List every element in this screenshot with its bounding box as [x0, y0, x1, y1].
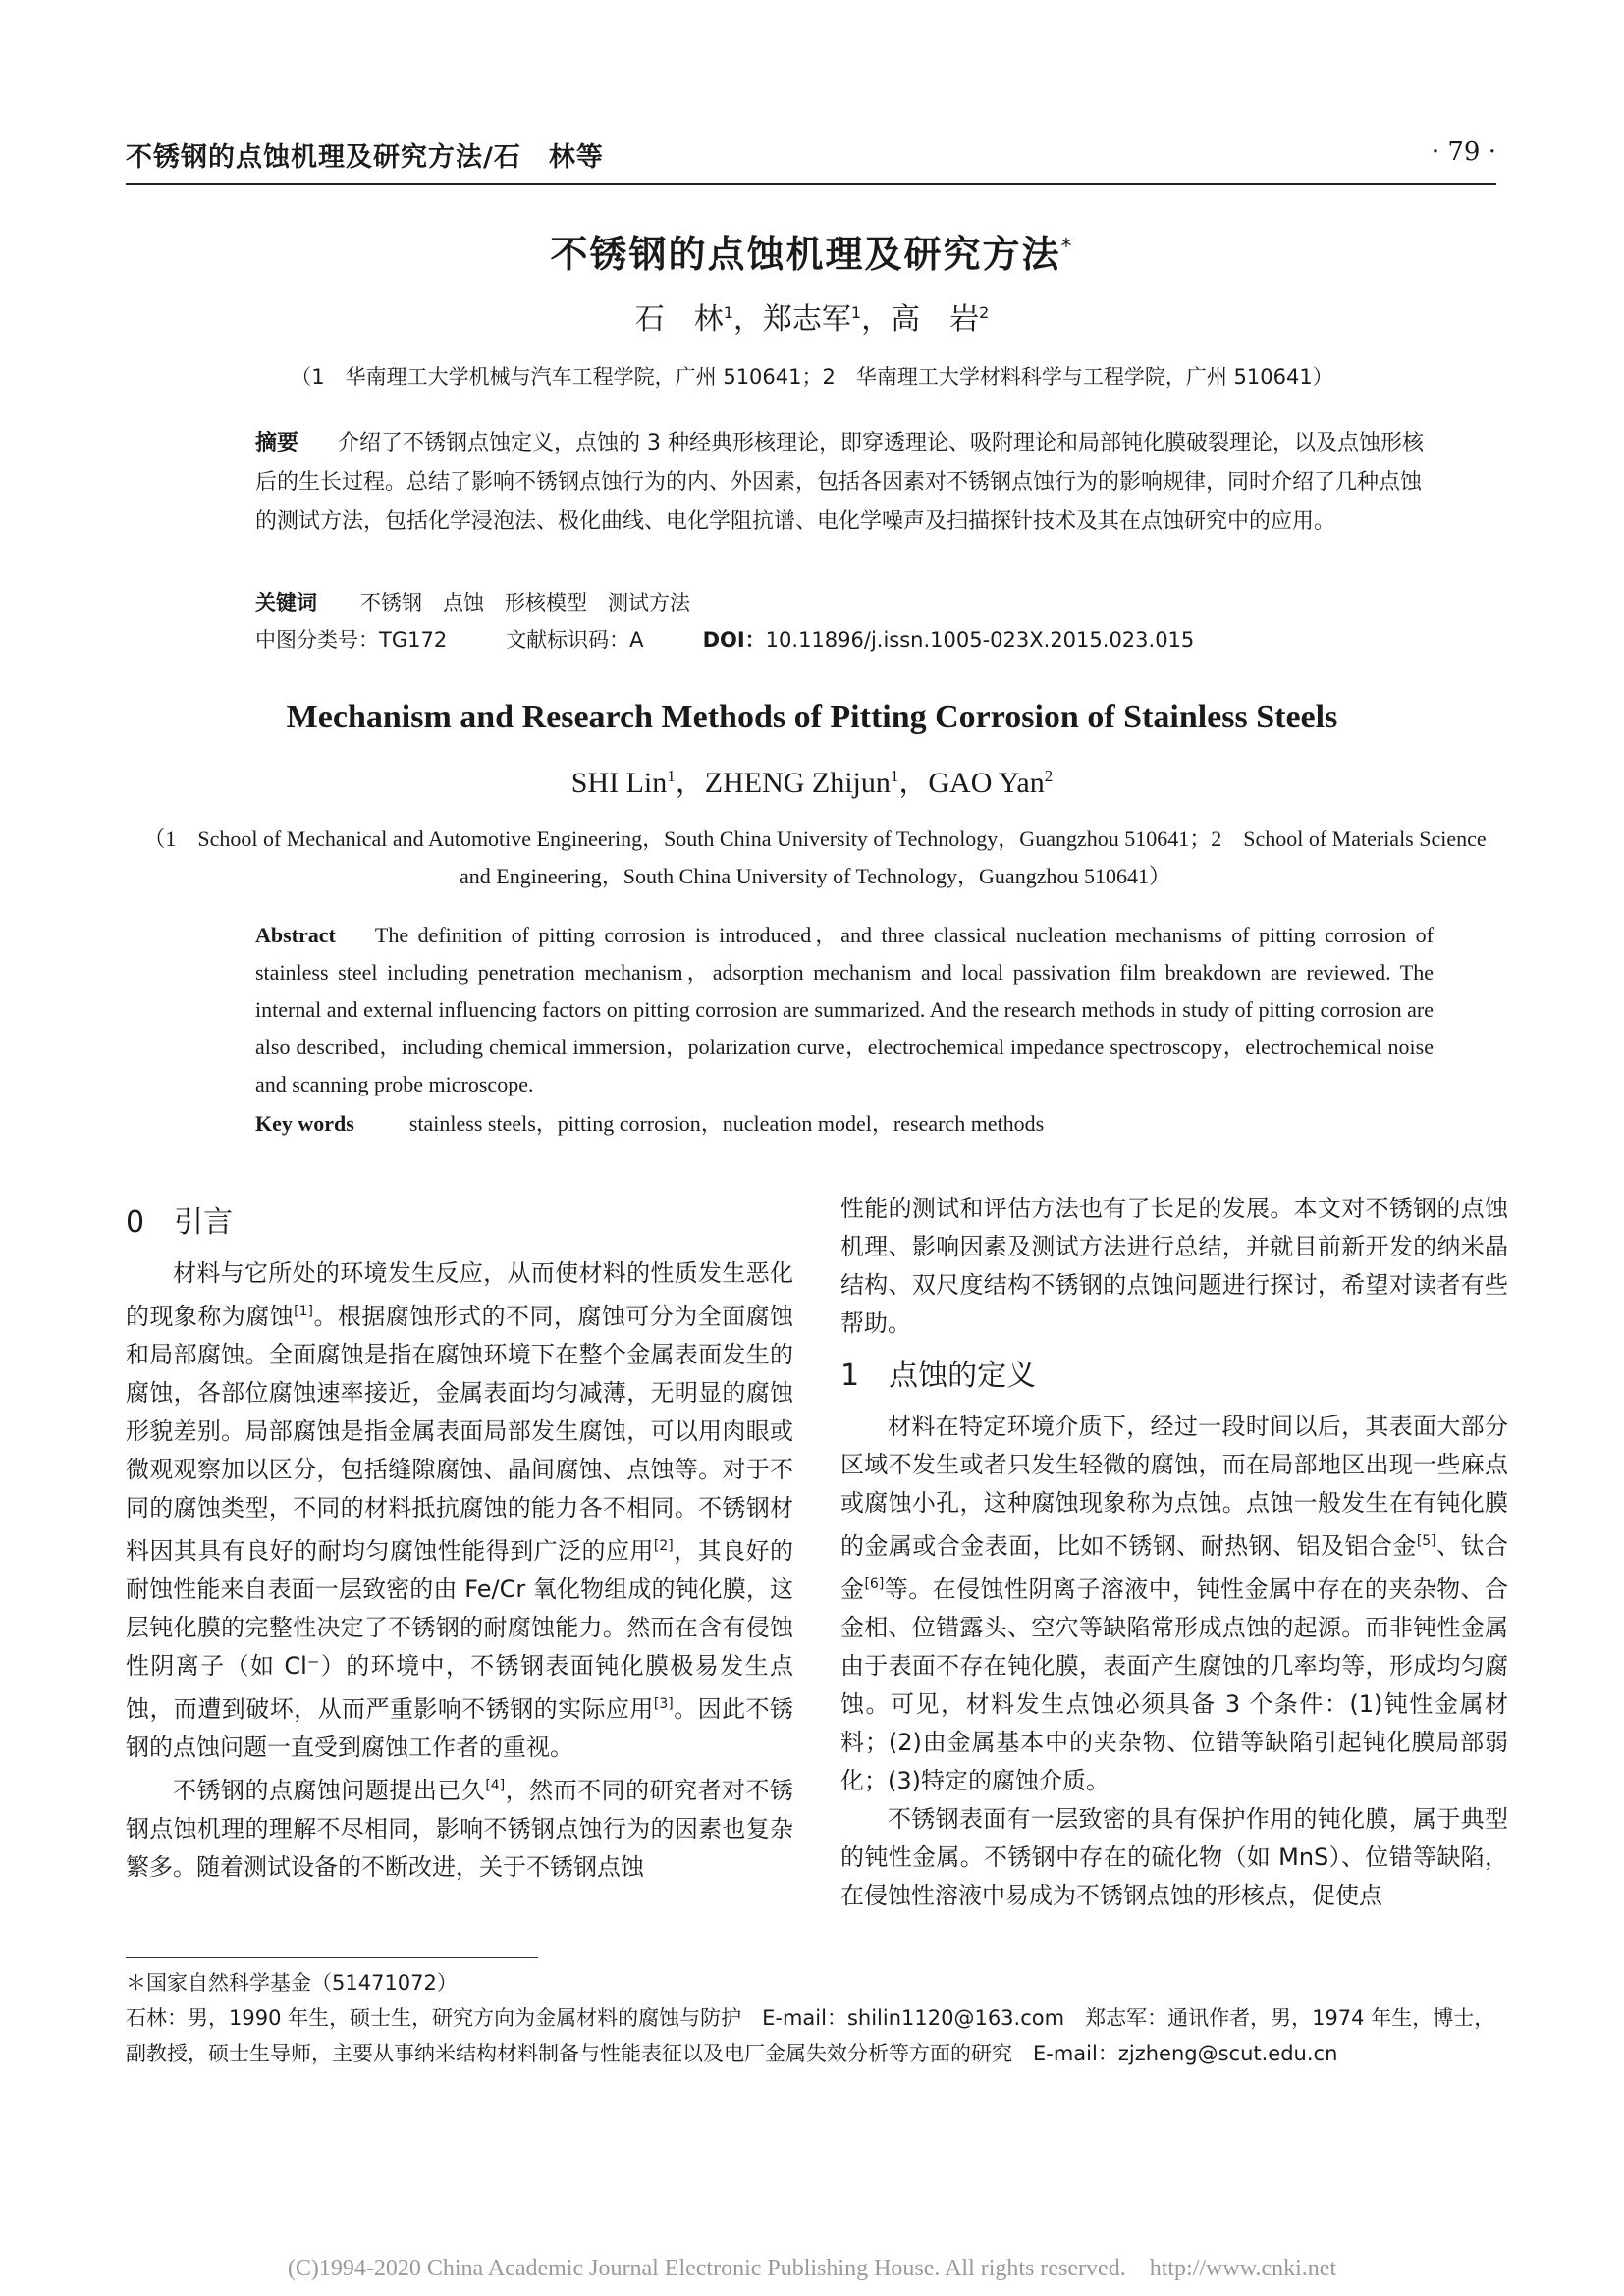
- citation[interactable]: [1]: [294, 1304, 313, 1319]
- abstract-label-cn: 摘要: [255, 431, 299, 455]
- running-title: 不锈钢的点蚀机理及研究方法/石 林等: [126, 142, 604, 173]
- body-left-column: [126, 1194, 793, 1887]
- affiliation-english: （1 School of Mechanical and Automotive Engineering，South China University of Technology，Guangzhou 510641；2 School of Materials Science and Engineering，South China University of Technology，Guangzhou 510641）: [143, 827, 1487, 888]
- fund-footnote: ＊国家自然科学基金（51471072）: [126, 1971, 458, 1995]
- page-number: · 79 ·: [1431, 137, 1496, 167]
- section-0-paragraph-3: 性能的测试和评估方法也有了长足的发展。本文对不锈钢的点蚀机理、影响因素及测试方法进行总结，并就目前新开发的纳米晶结构、双尺度结构不锈钢的点蚀问题进行探讨，希望对读者有些帮助。: [840, 1195, 1508, 1337]
- document-code: 文献标识码：A: [506, 628, 644, 652]
- keywords-chinese: 关键词 不锈钢 点蚀 形核模型 测试方法: [255, 591, 690, 614]
- clc-number: 中图分类号：TG172: [255, 628, 448, 652]
- section-1-paragraph-1: 材料在特定环境介质下，经过一段时间以后，其表面大部分区域不发生或者只发生轻微的腐蚀，而在局部地区出现一些麻点或腐蚀小孔，这种腐蚀现象称为点蚀。点蚀一般发生在有钝化膜的金属或合金表面，比如不锈钢、耐热钢、铝及铝合金[5]、钛合金[6]等。在侵蚀性阴离子溶液中，钝性金属中存在的夹杂物、合金相、位错露头、空穴等缺陷常形成点蚀的起源。而非钝性金属由于表面不存在钝化膜，表面产生腐蚀的几率均等，形成均匀腐蚀。可见，材料发生点蚀必须具备 3 个条件：(1)钝性金属材料；(2)由金属基本中的夹杂物、位错等缺陷引起钝化膜局部弱化；(3)特定的腐蚀介质。: [840, 1413, 1509, 1794]
- title-english: Mechanism and Research Methods of Pitting Corrosion of Stainless Steels: [286, 699, 1338, 735]
- section-0-heading: 0 引言: [126, 1205, 234, 1240]
- footnotes: [126, 1965, 1510, 2071]
- section-0-paragraph-1: 材料与它所处的环境发生反应，从而使材料的性质发生恶化的现象称为腐蚀[1]。根据腐蚀形式的不同，腐蚀可分为全面腐蚀和局部腐蚀。全面腐蚀是指在腐蚀环境下在整个金属表面发生的腐蚀，各部位腐蚀速率接近，金属表面均匀减薄，无明显的腐蚀形貌差别。局部腐蚀是指金属表面局部发生腐蚀，可以用肉眼或微观观察加以区分，包括缝隙腐蚀、晶间腐蚀、点蚀等。对于不同的腐蚀类型，不同的材料抵抗腐蚀的能力各不相同。不锈钢材料因其具有良好的耐均匀腐蚀性能得到广泛的应用[2]，其良好的耐蚀性能来自表面一层致密的由 Fe/Cr 氧化物组成的钝化膜，这层钝化膜的完整性决定了不锈钢的耐腐蚀能力。然而在含有侵蚀性阴离子（如 Cl⁻）的环境中，不锈钢表面钝化膜极易发生点蚀，而遭到破坏，从而严重影响不锈钢的实际应用[3]。因此不锈钢的点蚀问题一直受到腐蚀工作者的重视。: [126, 1259, 794, 1761]
- section-1-paragraph-2: 不锈钢表面有一层致密的具有保护作用的钝化膜，属于典型的钝性金属。不锈钢中存在的硫化物（如 MnS）、位错等缺陷，在侵蚀性溶液中易成为不锈钢点蚀的形核点，促使点: [840, 1805, 1508, 1909]
- citation[interactable]: [3]: [653, 1696, 674, 1712]
- abstract-text-cn: 介绍了不锈钢点蚀定义，点蚀的 3 种经典形核理论，即穿透理论、吸附理论和局部钝化膜破裂理论，以及点蚀形核后的生长过程。总结了影响不锈钢点蚀行为的内、外因素，包括各因素对不锈钢点蚀行为的影响规律，同时介绍了几种点蚀的测试方法，包括化学浸泡法、极化曲线、电化学阻抗谱、电化学噪声及扫描探针技术及其在点蚀研究中的应用。: [255, 431, 1425, 534]
- citation[interactable]: [6]: [864, 1576, 885, 1592]
- affiliation-chinese: （1 华南理工大学机械与汽车工程学院，广州 510641；2 华南理工大学材料科学与工程学院，广州 510641）: [291, 365, 1333, 389]
- section-0-paragraph-2: 不锈钢的点腐蚀问题提出已久[4]，然而不同的研究者对不锈钢点蚀机理的理解不尽相同，影响不锈钢点蚀行为的因素也复杂繁多。随着测试设备的不断改进，关于不锈钢点蚀: [126, 1777, 794, 1881]
- doi[interactable]: 10.11896/j.issn.1005-023X.2015.023.015: [765, 628, 1195, 652]
- abstract-english: Abstract The definition of pitting corrosion is introduced，and three classical nucleation mechanisms of pitting corrosion of stainless steel including penetration mechanism，adsorption mechanism and local passivation film breakdown are reviewed. The internal and external influencing factors on pitting corrosion are summarized. And the research methods in study of pitting corrosion are also described，including chemical immersion，polarization curve，electrochemical impedance spectroscopy，electrochemical noise and scanning probe microscope.: [255, 923, 1434, 1096]
- author-bio-footnote: 石林：男，1990 年生，硕士生，研究方向为金属材料的腐蚀与防护 E-mail：shilin1120@163.com 郑志军：通讯作者，男，1974 年生，博士，副教授，硕士生导师，主要从事纳米结构材料制备与性能表征以及电厂金属失效分析等方面的研究 E-mail：zjzheng@scut.edu.cn: [126, 2006, 1495, 2065]
- citation[interactable]: [2]: [653, 1538, 674, 1554]
- section-1-heading: 1 点蚀的定义: [840, 1359, 1037, 1393]
- citation[interactable]: [4]: [485, 1778, 506, 1793]
- header-rule: [126, 183, 1496, 185]
- copyright-watermark: (C)1994-2020 China Academic Journal Electronic Publishing House. All rights reserved. http://www.cnki.net: [287, 2256, 1337, 2281]
- body-right-column: [840, 1190, 1508, 1915]
- citation[interactable]: [5]: [1416, 1533, 1436, 1549]
- authors-chinese: 石 林$^1$，郑志军$^1$，高 岩$^2$: [634, 302, 990, 337]
- keywords-english: Key words stainless steels，pitting corrosion，nucleation model，research methods: [255, 1111, 1045, 1136]
- authors-english: SHI Lin$^1$，ZHENG Zhijun$^1$，GAO Yan$^2$: [570, 767, 1054, 799]
- title-chinese: 不锈钢的点蚀机理及研究方法*: [550, 233, 1074, 276]
- classification-line: [255, 624, 1253, 654]
- fund-mark: *: [1060, 235, 1074, 260]
- doi-label: DOI：: [702, 628, 766, 652]
- abstract-chinese: [255, 424, 1434, 542]
- footnote-rule: [126, 1957, 538, 1958]
